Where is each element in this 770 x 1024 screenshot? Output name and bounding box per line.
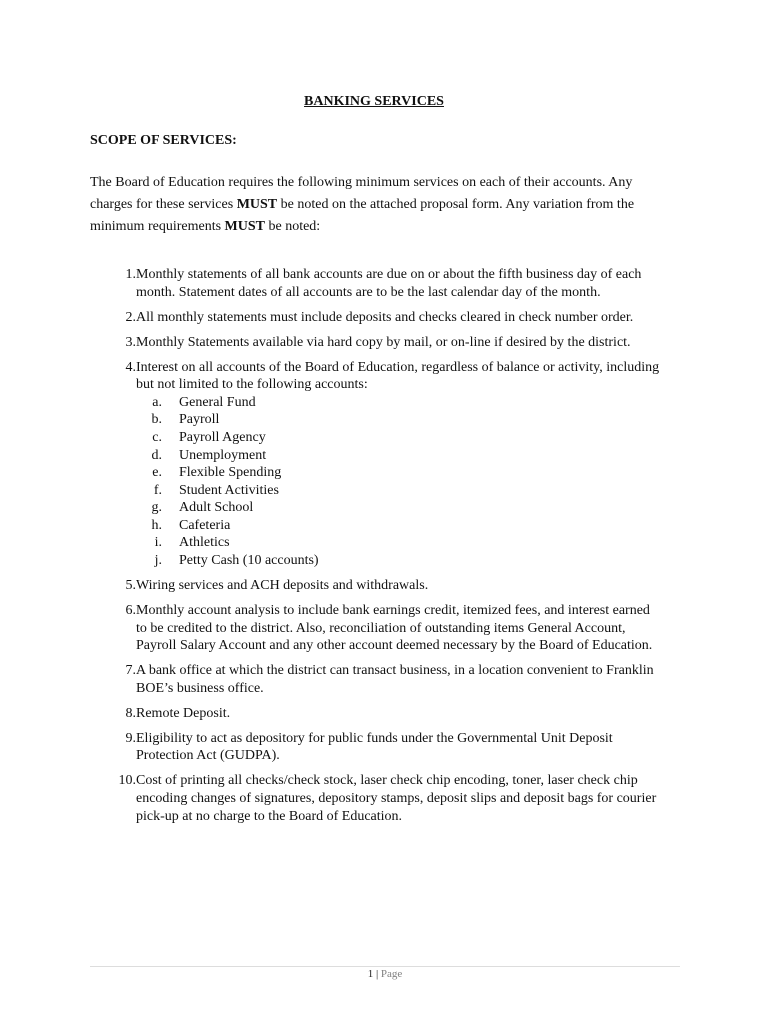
item-number: 4. xyxy=(125,359,136,375)
section-heading: SCOPE OF SERVICES: xyxy=(90,133,237,148)
sublist-item xyxy=(134,429,660,447)
sub-letter: g. xyxy=(151,500,162,516)
footer-divider xyxy=(90,966,680,967)
intro-paragraph xyxy=(90,172,670,238)
page-number: 1 xyxy=(367,968,374,980)
sublist-item xyxy=(134,482,660,500)
item-number: 10. xyxy=(118,773,136,789)
list-item xyxy=(90,577,660,595)
sub-letter: h. xyxy=(151,517,162,533)
sublist-item xyxy=(134,394,660,412)
item-number: 7. xyxy=(125,663,136,679)
list-item xyxy=(90,266,660,301)
item-number: 1. xyxy=(125,267,136,282)
sublist-item xyxy=(134,552,660,570)
requirements-list xyxy=(90,266,660,833)
list-item xyxy=(90,359,660,570)
account-name: Payroll xyxy=(179,412,220,428)
sub-letter: i. xyxy=(154,535,162,551)
account-name: Cafeteria xyxy=(179,517,231,533)
list-item xyxy=(90,662,660,697)
must-emphasis-2: MUST xyxy=(224,219,265,234)
list-item xyxy=(90,705,660,723)
item-text: Monthly statements of all bank accounts are due on or about the fifth business day of each month. Statement dates of all accounts are to be the last calendar day of the month. xyxy=(136,267,642,300)
item-text: All monthly statements must include deposits and checks cleared in check number order. xyxy=(136,309,634,325)
sublist-item xyxy=(134,464,660,482)
account-name: Petty Cash (10 accounts) xyxy=(179,553,319,569)
list-item xyxy=(90,772,660,825)
sub-letter: c. xyxy=(152,429,162,445)
sublist-item xyxy=(134,499,660,517)
sublist-item xyxy=(134,534,660,552)
item-number: 3. xyxy=(125,334,136,350)
page-label: Page xyxy=(380,968,403,980)
item-number: 2. xyxy=(125,309,136,325)
sub-letter: d. xyxy=(151,447,162,463)
sublist-item xyxy=(134,517,660,535)
item-text: Interest on all accounts of the Board of Education, regardless of balance or activity, including but not limited to the following accounts: xyxy=(136,359,660,393)
item-text: A bank office at which the district can transact business, in a location convenient to Franklin BOE’s business office. xyxy=(136,663,654,696)
sublist-item xyxy=(134,447,660,465)
page-footer xyxy=(0,968,770,980)
list-item xyxy=(90,334,660,352)
page-separator: | xyxy=(373,968,381,980)
list-item xyxy=(90,602,660,655)
item-text: Remote Deposit. xyxy=(136,705,231,721)
account-name: Adult School xyxy=(179,500,254,516)
item-text: Wiring services and ACH deposits and withdrawals. xyxy=(136,578,429,594)
list-item xyxy=(90,730,660,765)
account-name: General Fund xyxy=(179,394,256,410)
list-item xyxy=(90,309,660,327)
account-name: Flexible Spending xyxy=(179,465,282,481)
item-number: 5. xyxy=(125,578,136,594)
sub-letter: f. xyxy=(153,482,162,498)
item-number: 8. xyxy=(125,705,136,721)
intro-text-1: The Board of Education requires the following minimum services on each of their accounts. Any charges for these services xyxy=(90,175,633,212)
item-text: Monthly Statements available via hard copy by mail, or on-line if desired by the district. xyxy=(136,334,631,350)
document-title: BANKING SERVICES xyxy=(304,94,444,109)
sub-letter: a. xyxy=(152,394,162,410)
accounts-sublist xyxy=(134,394,660,570)
sub-letter: j. xyxy=(154,553,162,569)
sub-letter: b. xyxy=(151,412,162,428)
must-emphasis-1: MUST xyxy=(236,197,278,212)
intro-text-3: be noted: xyxy=(264,219,321,234)
item-text: Monthly account analysis to include bank earnings credit, itemized fees, and interest earned to be credited to the district. Also, reconciliation of outstanding items General Account, Payroll Salary Account and any other account deemed necessary by the Board of Education. xyxy=(136,603,653,654)
intro-text-2: be noted on the attached proposal form. Any variation from the minimum requirements xyxy=(90,197,635,234)
account-name: Student Activities xyxy=(179,482,279,498)
item-number: 6. xyxy=(125,603,136,619)
account-name: Unemployment xyxy=(179,447,267,463)
sublist-item xyxy=(134,411,660,429)
item-text: Cost of printing all checks/check stock, laser check chip encoding, toner, laser check chip encoding changes of signatures, depository stamps, deposit slips and deposit bags for courier pick-up at no charge to the Board of Education. xyxy=(136,773,657,824)
item-text: Eligibility to act as depository for public funds under the Governmental Unit Deposit Protection Act (GUDPA). xyxy=(136,730,613,764)
account-name: Athletics xyxy=(179,535,230,551)
account-name: Payroll Agency xyxy=(179,429,266,445)
item-number: 9. xyxy=(125,730,136,746)
sub-letter: e. xyxy=(152,465,162,481)
